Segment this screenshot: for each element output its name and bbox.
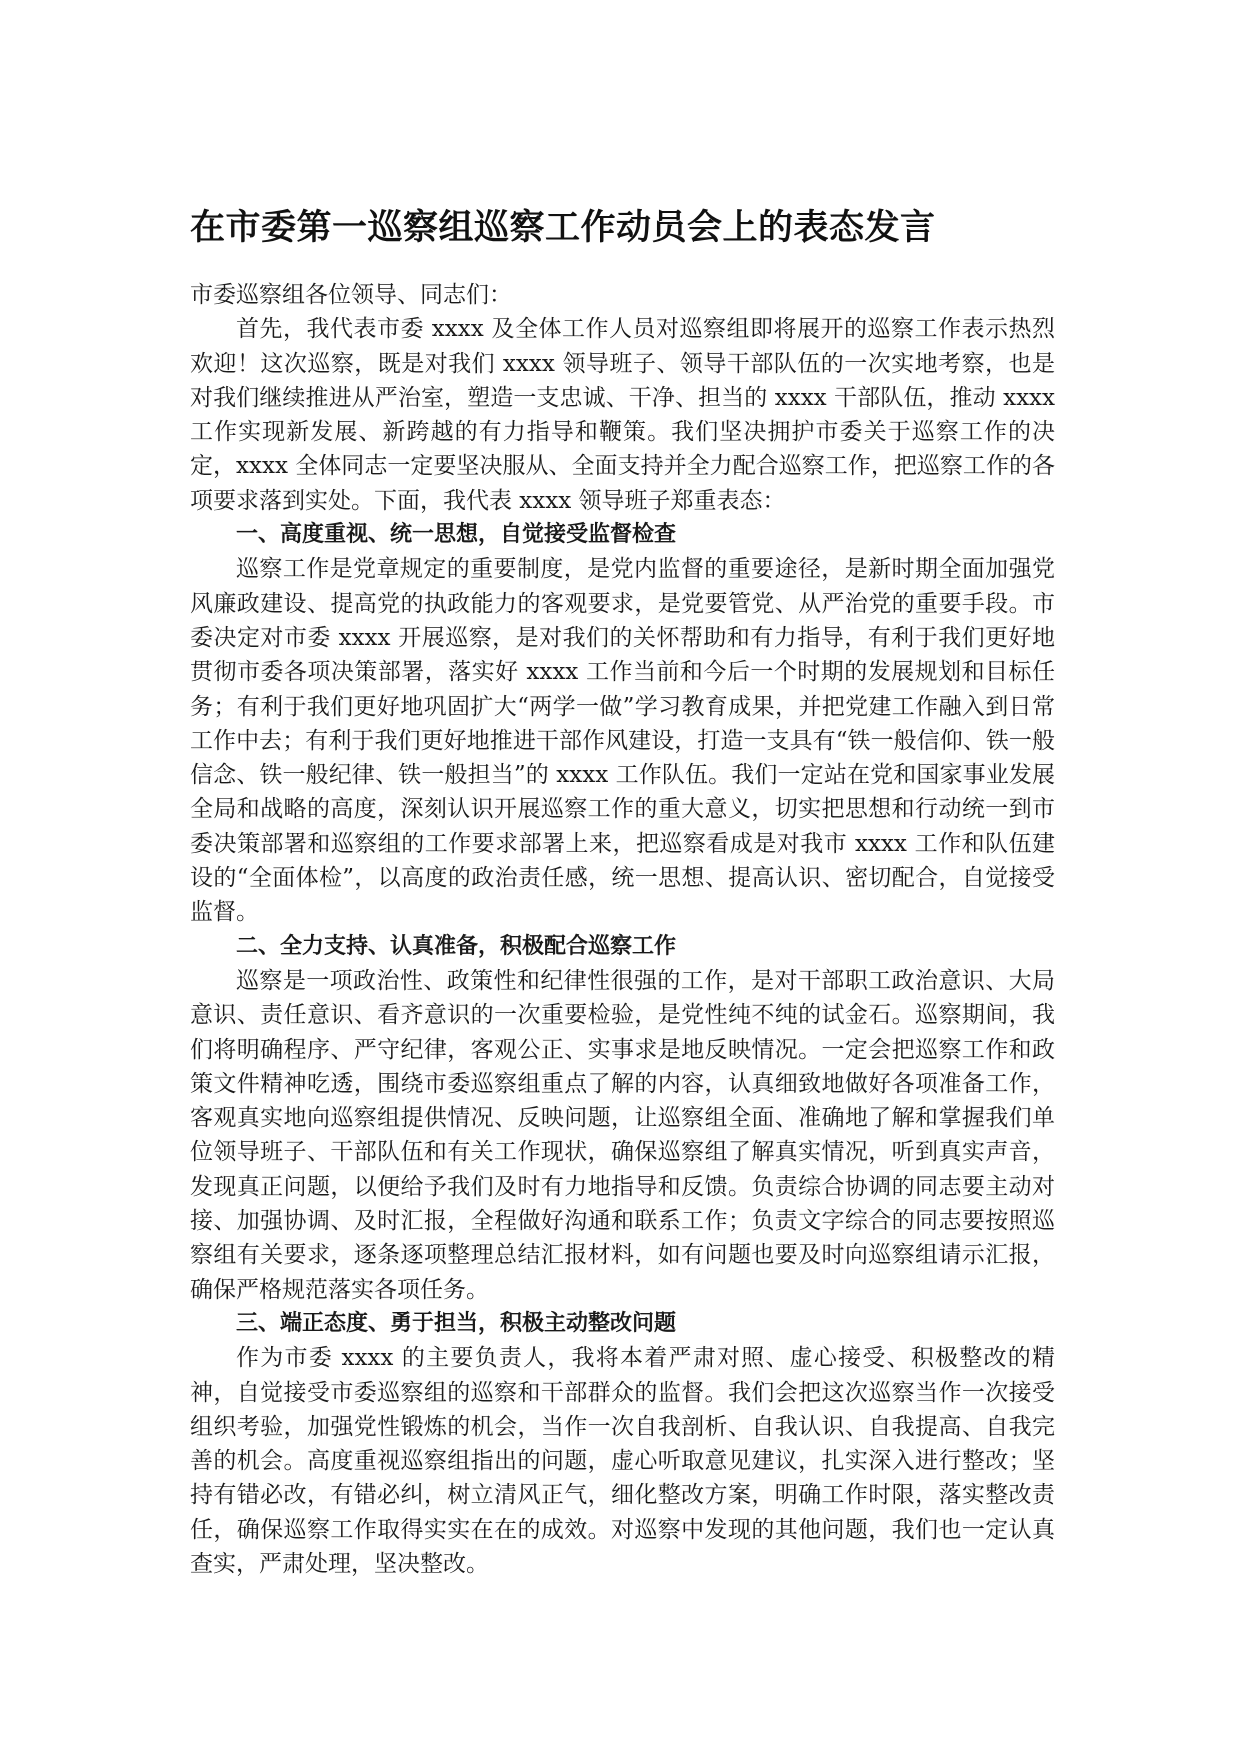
section-body-3: 作为市委 xxxx 的主要负责人，我将本着严肃对照、虚心接受、积极整改的精神，自觉接受市委巡察组的巡察和干部群众的监督。我们会把这次巡察当作一次接受组织考验，加强党性锻炼的机会，当作一次自我剖析、自我认识、自我提高、自我完善的机会。高度重视巡察组指出的问题，虚心听取意见建议，扎实深入进行整改；坚持有错必改，有错必纠，树立清风正气，细化整改方案，明确工作时限，落实整改责任，确保巡察工作取得实实在在的成效。对巡察中发现的其他问题，我们也一定认真查实，严肃处理，坚决整改。 (190, 1345, 1055, 1577)
document-title: 在市委第一巡察组巡察工作动员会上的表态发言 (190, 208, 936, 248)
section-heading-2: 二、全力支持、认真准备，积极配合巡察工作 (236, 933, 677, 959)
section-heading-1: 一、高度重视、统一思想，自觉接受监督检查 (236, 522, 677, 548)
section-body-2: 巡察是一项政治性、政策性和纪律性很强的工作，是对干部职工政治意识、大局意识、责任意识、看齐意识的一次重要检验，是党性纯不纯的试金石。巡察期间，我们将明确程序、严守纪律，客观公正、实事求是地反映情况。一定会把巡察工作和政策文件精神吃透，围绕市委巡察组重点了解的内容，认真细致地做好各项准备工作，客观真实地向巡察组提供情况、反映问题，让巡察组全面、准确地了解和掌握我们单位领导班子、干部队伍和有关工作现状，确保巡察组了解真实情况，听到真实声音，发现真正问题，以便给予我们及时有力地指导和反馈。负责综合协调的同志要主动对接、加强协调、及时汇报，全程做好沟通和联系工作；负责文字综合的同志要按照巡察组有关要求，逐条逐项整理总结汇报材料，如有问题也要及时向巡察组请示汇报，确保严格规范落实各项任务。 (190, 967, 1055, 1303)
intro-paragraph: 首先，我代表市委 xxxx 及全体工作人员对巡察组即将展开的巡察工作表示热烈欢迎！这次巡察，既是对我们 xxxx 领导班子、领导干部队伍的一次实地考察，也是对我们继续推进从严治室，塑造一支忠诚、干净、担当的 xxxx 干部队伍，推动 xxxx 工作实现新发展、新跨越的有力指导和鞭策。我们坚决拥护市委关于巡察工作的决定，xxxx 全体同志一定要坚决服从、全面支持并全力配合巡察工作，把巡察工作的各项要求落到实处。下面，我代表 xxxx 领导班子郑重表态： (190, 316, 1055, 514)
section-heading-3: 三、端正态度、勇于担当，积极主动整改问题 (236, 1310, 677, 1336)
document-page (190, 200, 1055, 1581)
salutation: 市委巡察组各位领导、同志们： (190, 282, 512, 308)
section-body-1: 巡察工作是党章规定的重要制度，是党内监督的重要途径，是新时期全面加强党风廉政建设、提高党的执政能力的客观要求，是党要管党、从严治党的重要手段。市委决定对市委 xxxx 开展巡察，是对我们的关怀帮助和有力指导，有利于我们更好地贯彻市委各项决策部署，落实好 xxxx 工作当前和今后一个时期的发展规划和目标任务；有利于我们更好地巩固扩大“两学一做”学习教育成果，并把党建工作融入到日常工作中去；有利于我们更好地推进干部作风建设，打造一支具有“铁一般信仰、铁一般信念、铁一般纪律、铁一般担当”的 xxxx 工作队伍。我们一定站在党和国家事业发展全局和战略的高度，深刻认识开展巡察工作的重大意义，切实把思想和行动统一到市委决策部署和巡察组的工作要求部署上来，把巡察看成是对我市 xxxx 工作和队伍建设的“全面体检”，以高度的政治责任感，统一思想、提高认识、密切配合，自觉接受监督。 (190, 556, 1055, 926)
